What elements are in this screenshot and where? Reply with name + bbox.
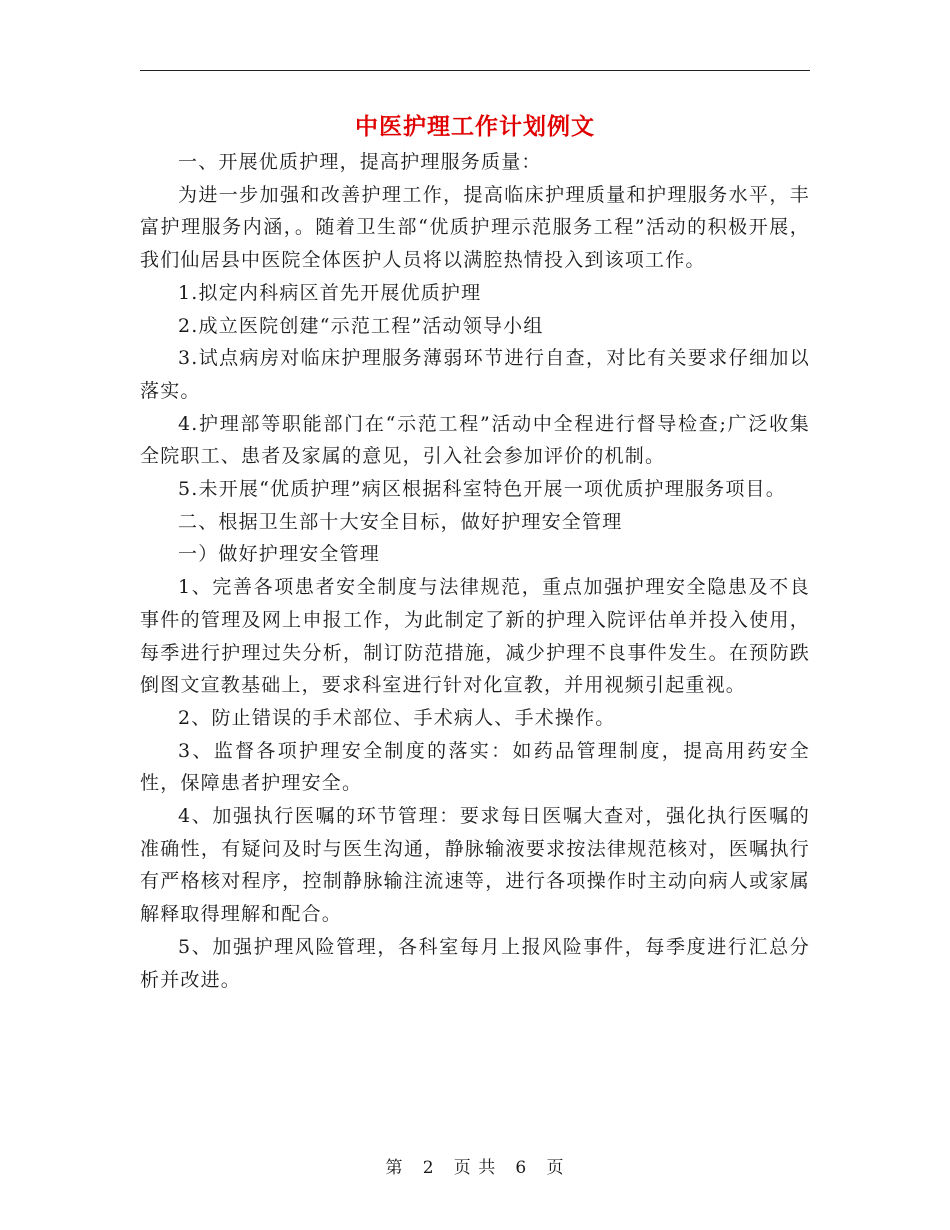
page-footer	[0, 1153, 950, 1178]
section-heading-2: 二、根据卫生部十大安全目标，做好护理安全管理	[178, 510, 623, 533]
document-body	[140, 146, 810, 996]
safety-item-5: 5、加强护理风险管理，各科室每月上报风险事件，每季度进行汇总分析并改进。	[140, 935, 810, 991]
list-item-4: 4.护理部等职能部门在“示范工程”活动中全程进行督导检查;广泛收集全院职工、患者及家属的意见，引入社会参加评价的机制。	[140, 412, 810, 468]
footer-suffix: 页	[546, 1158, 565, 1178]
list-item-3: 3.试点病房对临床护理服务薄弱环节进行自查，对比有关要求仔细加以落实。	[140, 347, 810, 402]
header-rule	[140, 70, 810, 71]
section-heading-1: 一、开展优质护理，提高护理服务质量：	[178, 151, 542, 173]
total-pages-number: 6	[515, 1158, 528, 1178]
safety-item-1: 1、完善各项患者安全制度与法律规范，重点加强护理安全隐患及不良事件的管理及网上申报工作，为此制定了新的护理入院评估单并投入使用，每季进行护理过失分析，制订防范措施，减少护理不良事件发生。在预防跌倒图文宣教基础上，要求科室进行针对化宣教，并用视频引起重视。	[140, 576, 810, 697]
safety-item-4: 4、加强执行医嘱的环节管理：要求每日医嘱大查对，强化执行医嘱的准确性，有疑问及时与医生沟通，静脉输液要求按法律规范核对，医嘱执行有严格核对程序，控制静脉输注流速等，进行各项操作时主动向病人或家属解释取得理解和配合。	[140, 805, 810, 926]
safety-item-2: 2、防止错误的手术部位、手术病人、手术操作。	[178, 706, 616, 729]
list-item-1: 1.拟定内科病区首先开展优质护理	[178, 281, 482, 304]
list-item-2: 2.成立医院创建“示范工程”活动领导小组	[178, 314, 544, 337]
footer-mid: 页 共	[453, 1158, 497, 1178]
document-title: 中医护理工作计划例文	[355, 114, 595, 140]
subsection-heading-1: 一）做好护理安全管理	[178, 543, 381, 566]
current-page-number: 2	[422, 1158, 435, 1178]
safety-item-3: 3、监督各项护理安全制度的落实：如药品管理制度，提高用药安全性，保障患者护理安全。	[140, 739, 810, 795]
paragraph-intro: 为进一步加强和改善护理工作，提高临床护理质量和护理服务水平，丰富护理服务内涵，。随着卫生部“优质护理示范服务工程”活动的积极开展，我们仙居县中医院全体医护人员将以满腔热情投入到该项工作。	[140, 183, 810, 272]
footer-prefix: 第	[385, 1158, 404, 1178]
list-item-5: 5.未开展“优质护理”病区根据科室特色开展一项优质护理服务项目。	[178, 478, 786, 501]
